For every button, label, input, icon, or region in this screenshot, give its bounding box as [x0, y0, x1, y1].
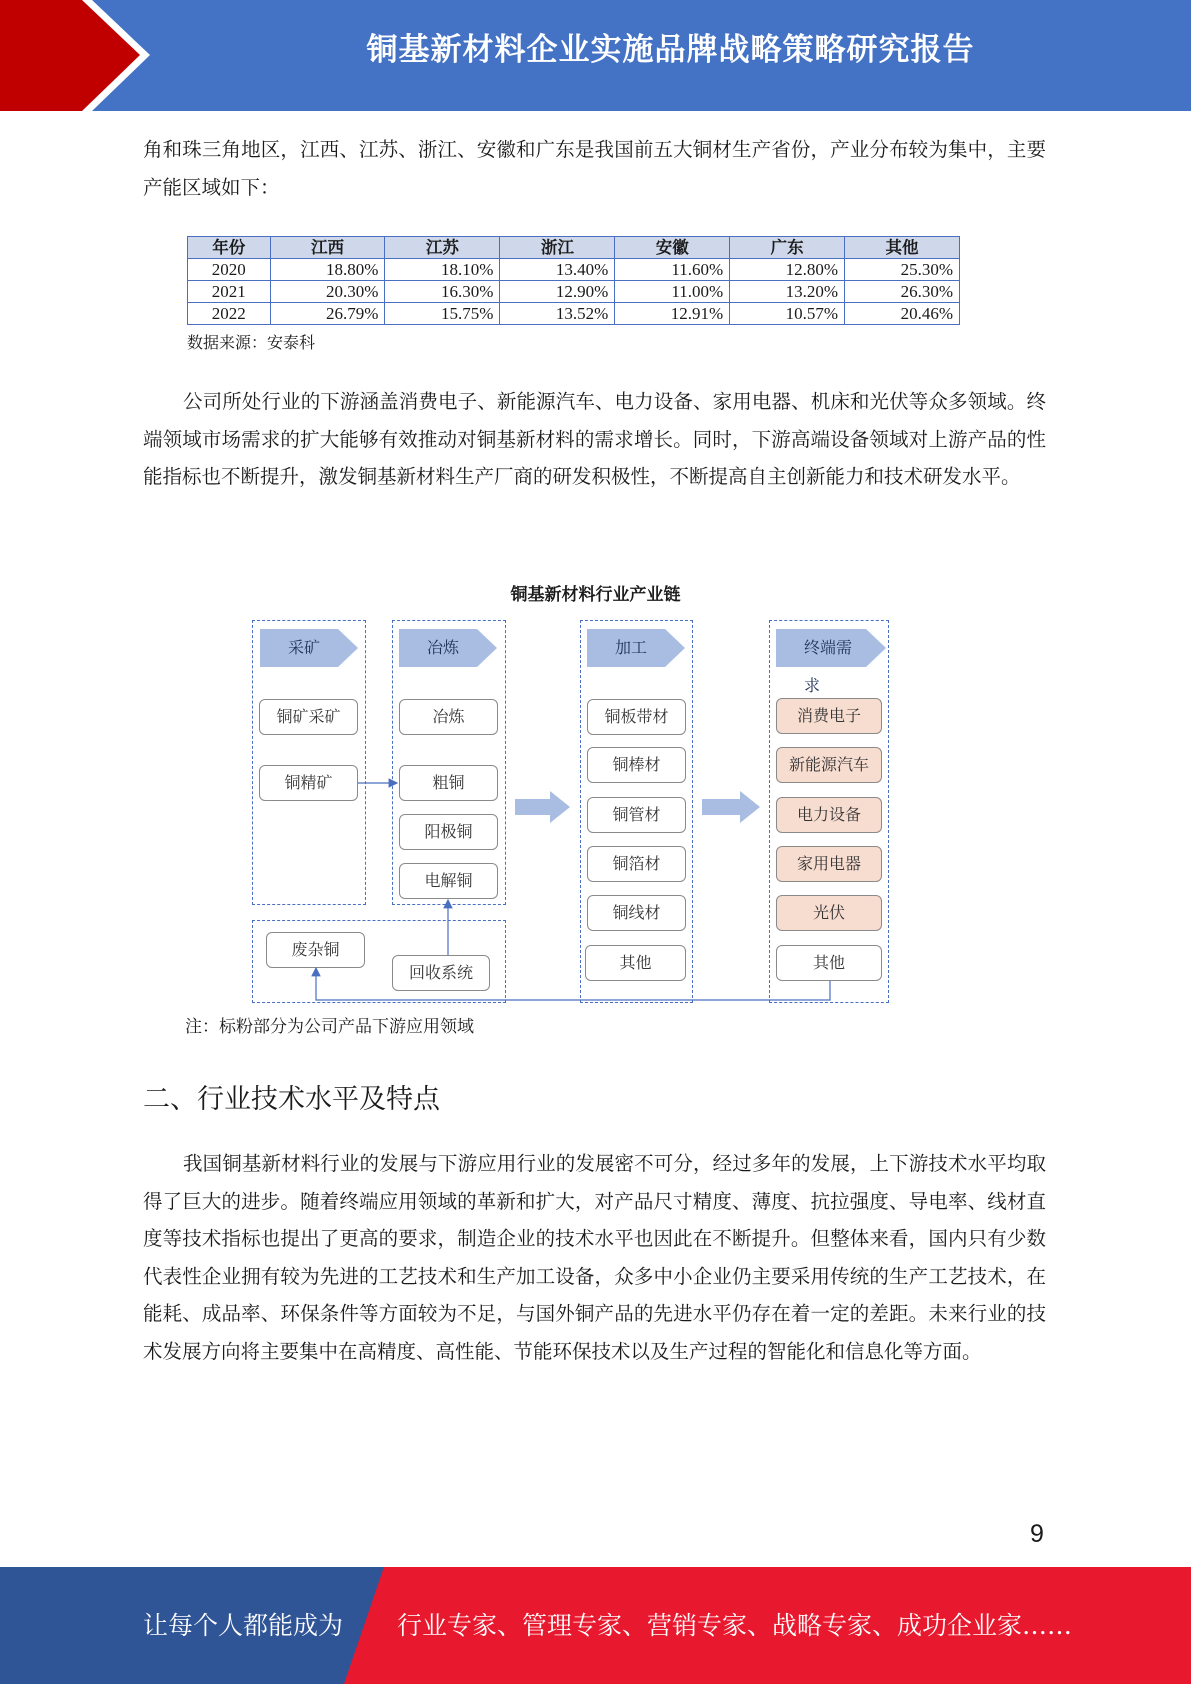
table-cell: 26.30% — [845, 281, 960, 303]
table-cell: 16.30% — [385, 281, 500, 303]
table-cell: 18.80% — [270, 259, 385, 281]
flow-arrow-icon — [702, 791, 760, 823]
footer-slogan-right: 行业专家、管理专家、营销专家、战略专家、成功企业家…… — [397, 1611, 1073, 1640]
table-cell: 18.10% — [385, 259, 500, 281]
chain-box-product: 新能源汽车 — [776, 747, 882, 783]
header-cell: 江苏 — [385, 237, 500, 259]
table-row — [188, 303, 960, 325]
chain-box: 铜棒材 — [587, 747, 686, 783]
table-cell: 11.60% — [615, 259, 730, 281]
table-cell: 2021 — [188, 281, 271, 303]
table-cell: 20.30% — [270, 281, 385, 303]
table-cell: 26.79% — [270, 303, 385, 325]
header-cell: 安徽 — [615, 237, 730, 259]
header-cell: 其他 — [845, 237, 960, 259]
chain-box: 铜线材 — [587, 895, 686, 931]
chain-box: 其他 — [585, 945, 686, 981]
chain-box-product: 消费电子 — [776, 698, 882, 734]
table-cell: 12.90% — [500, 281, 615, 303]
chain-box: 电解铜 — [399, 863, 498, 899]
page-footer — [0, 1567, 1191, 1684]
header-cell: 浙江 — [500, 237, 615, 259]
table-cell: 12.80% — [730, 259, 845, 281]
table-cell: 13.40% — [500, 259, 615, 281]
table-row — [188, 281, 960, 303]
table-header-row — [188, 237, 960, 259]
page-number: 9 — [1030, 1520, 1044, 1548]
chain-header-processing: 加工 — [587, 629, 665, 667]
table-cell: 13.52% — [500, 303, 615, 325]
chain-box: 铜管材 — [587, 797, 686, 833]
chain-box-scrap: 废杂铜 — [266, 932, 365, 968]
chain-box: 阳极铜 — [399, 814, 498, 850]
table-cell: 11.00% — [615, 281, 730, 303]
chain-box: 铜矿采矿 — [259, 699, 358, 735]
section-heading: 二、行业技术水平及特点 — [143, 1084, 440, 1115]
diagram-note: 注：标粉部分为公司产品下游应用领域 — [185, 1017, 474, 1037]
table-cell: 13.20% — [730, 281, 845, 303]
chain-header-smelting: 冶炼 — [399, 629, 477, 667]
table-cell: 15.75% — [385, 303, 500, 325]
capacity-table — [187, 236, 960, 325]
chain-box: 其他 — [776, 945, 882, 981]
header-cell: 广东 — [730, 237, 845, 259]
table-row — [188, 259, 960, 281]
header-cell: 年份 — [188, 237, 271, 259]
chain-box: 铜板带材 — [587, 699, 686, 735]
chain-header-mining: 采矿 — [260, 629, 338, 667]
table-cell: 10.57% — [730, 303, 845, 325]
chain-box: 粗铜 — [399, 765, 498, 801]
chain-box-recycle: 回收系统 — [392, 955, 490, 991]
table-cell: 12.91% — [615, 303, 730, 325]
chain-box: 铜箔材 — [587, 846, 686, 882]
downstream-paragraph: 公司所处行业的下游涵盖消费电子、新能源汽车、电力设备、家用电器、机床和光伏等众多领域。终端领域市场需求的扩大能够有效推动对铜基新材料的需求增长。同时，下游高端设备领域对上游产品的性能指标也不断提升，激发铜基新材料生产厂商的研发积极性，不断提高自主创新能力和技术研发水平。 — [143, 390, 1046, 488]
header-cell: 江西 — [270, 237, 385, 259]
flow-arrow-icon — [515, 791, 570, 823]
table-cell: 25.30% — [845, 259, 960, 281]
table-cell: 20.46% — [845, 303, 960, 325]
chain-box: 铜精矿 — [259, 765, 358, 801]
footer-slogan-left: 让每个人都能成为 — [143, 1611, 344, 1640]
chain-box-product: 电力设备 — [776, 797, 882, 833]
report-title: 铜基新材料企业实施品牌战略策略研究报告 — [366, 32, 975, 68]
chain-diagram-title: 铜基新材料行业产业链 — [510, 585, 681, 605]
chain-box-product: 家用电器 — [776, 846, 882, 882]
table-source: 数据来源：安泰科 — [187, 333, 316, 352]
intro-paragraph: 角和珠三角地区，江西、江苏、浙江、安徽和广东是我国前五大铜材生产省份，产业分布较为集中，主要产能区域如下： — [143, 138, 1046, 199]
chain-box: 冶炼 — [399, 699, 498, 735]
chain-header-demand: 终端需求 — [776, 629, 866, 667]
chain-box-product: 光伏 — [776, 895, 882, 931]
table-cell: 2022 — [188, 303, 271, 325]
section-paragraph: 我国铜基新材料行业的发展与下游应用行业的发展密不可分，经过多年的发展，上下游技术水平均取得了巨大的进步。随着终端应用领域的革新和扩大，对产品尺寸精度、薄度、抗拉强度、导电率、线材直度等技术指标也提出了更高的要求，制造企业的技术水平也因此在不断提升。但整体来看，国内只有少数代表性企业拥有较为先进的工艺技术和生产加工设备，众多中小企业仍主要采用传统的生产工艺技术，在能耗、成品率、环保条件等方面较为不足，与国外铜产品的先进水平仍存在着一定的差距。未来行业的技术发展方向将主要集中在高精度、高性能、节能环保技术以及生产过程的智能化和信息化等方面。 — [143, 1152, 1046, 1363]
table-cell: 2020 — [188, 259, 271, 281]
page-header — [0, 0, 1191, 111]
